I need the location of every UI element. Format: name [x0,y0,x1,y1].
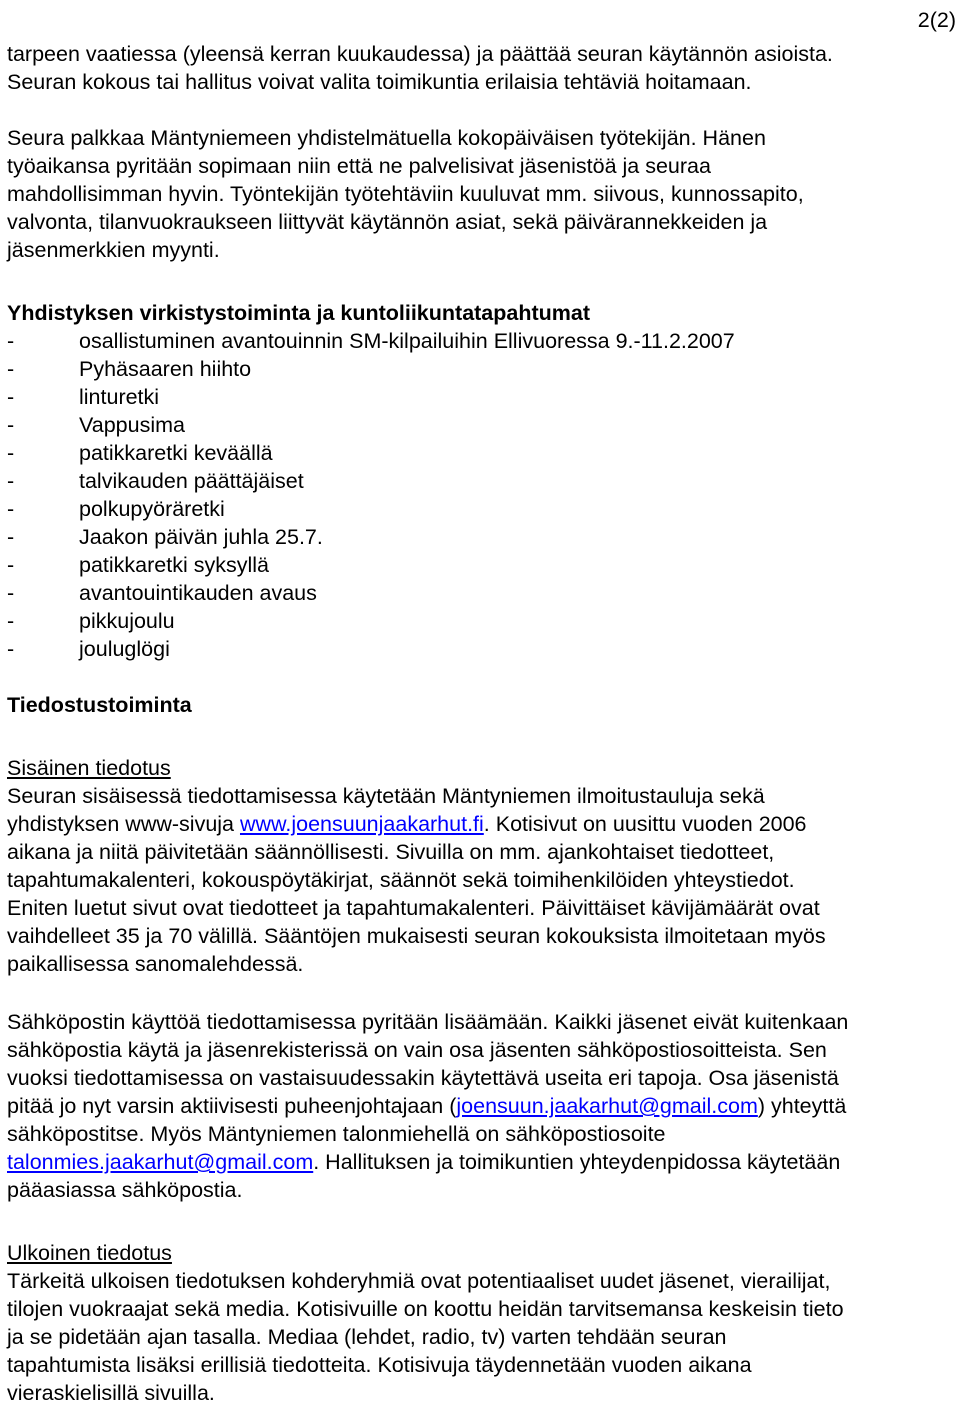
dash-marker: - [7,525,15,549]
text-line: tapahtumista lisäksi erillisiä tiedotteita. Kotisivuja täydennetään vuoden aikana [7,1353,752,1377]
list-item [7,411,957,439]
text-segment: ) yhteyttä [757,1094,847,1118]
list-item-text: avantouintikauden avaus [79,581,317,605]
dash-marker: - [7,581,15,605]
page-number: 2(2) [917,8,956,32]
text-line: Seuran sisäisessä tiedottamisessa käytetään Mäntyniemen ilmoitustauluja sekä [7,784,765,808]
list-item-text: patikkaretki syksyllä [79,553,269,577]
text-line: paikallisessa sanomalehdessä. [7,952,304,976]
list-item [7,523,957,551]
dash-marker: - [7,357,15,381]
dash-marker: - [7,413,15,437]
text-segment: yhdistyksen www-sivuja [7,812,240,836]
dash-marker: - [7,329,15,353]
list-item-text: Vappusima [79,413,185,437]
list-item [7,551,957,579]
list-item-text: Pyhäsaaren hiihto [79,357,252,381]
list-item-text: osallistuminen avantouinnin SM-kilpailuihin Ellivuoressa 9.-11.2.2007 [79,329,735,353]
text-line: vieraskielisillä sivuilla. [7,1381,215,1405]
text-line: sähköpostia käytä ja jäsenrekisterissä on vain osa jäsenten sähköpostiosoitteista. Sen [7,1038,827,1062]
text-line: tarpeen vaatiessa (yleensä kerran kuukaudessa) ja päättää seuran käytännön asioista. [7,42,833,66]
text-line: ja se pidetään ajan tasalla. Mediaa (lehdet, radio, tv) varten tehdään seuran [7,1325,727,1349]
caretaker-email-link[interactable]: talonmies.jaakarhut@gmail.com [7,1150,314,1174]
internal-subheading: Sisäinen tiedotus [7,756,171,780]
text-line [7,1148,957,1176]
external-subheading: Ulkoinen tiedotus [7,1241,172,1265]
intro-paragraph [7,40,957,96]
dash-marker: - [7,609,15,633]
text-line: Seuran kokous tai hallitus voivat valita toimikuntia erilaisia tehtäviä hoitamaan. [7,70,752,94]
list-item-text: linturetki [79,385,160,409]
dash-marker: - [7,385,15,409]
list-item [7,467,957,495]
text-line: jäsenmerkkien myynti. [7,238,220,262]
text-segment: . Hallituksen ja toimikuntien yhteydenpidossa käytetään [313,1150,841,1174]
dash-marker: - [7,469,15,493]
document-body [7,40,957,1407]
chair-email-link[interactable]: joensuun.jaakarhut@gmail.com [456,1094,758,1118]
text-line: valvonta, tilanvuokraukseen liittyvät käytännön asiat, sekä päivärannekkeiden ja [7,210,768,234]
list-item-text: talvikauden päättäjäiset [79,469,304,493]
list-item-text: patikkaretki keväällä [79,441,273,465]
text-line: tapahtumakalenteri, kokouspöytäkirjat, säännöt sekä toimihenkilöiden yhteystiedot. [7,868,795,892]
employee-paragraph [7,124,957,264]
text-segment: . Kotisivut on uusittu vuoden 2006 [483,812,807,836]
text-line [7,1092,957,1120]
dash-marker: - [7,497,15,521]
text-line: vaihdelleet 35 ja 70 välillä. Sääntöjen mukaisesti seuran kokouksista ilmoitetaan myös [7,924,826,948]
list-item [7,383,957,411]
external-communication-paragraph [7,1239,957,1407]
list-item [7,607,957,635]
list-item-text: pikkujoulu [79,609,175,633]
text-line [7,810,957,838]
text-line: Seura palkkaa Mäntyniemeen yhdistelmätuella kokopäiväisen työtekijän. Hänen [7,126,766,150]
list-item [7,327,957,355]
list-item-text: jouluglögi [79,637,170,661]
communication-heading: Tiedostustoiminta [7,693,192,717]
text-line: työaikansa pyritään sopimaan niin että ne palvelisivat jäsenistöä ja seuraa [7,154,711,178]
text-line: mahdollisimman hyvin. Työntekijän työtehtäviin kuuluvat mm. siivous, kunnossapito, [7,182,804,206]
list-item [7,635,957,663]
dash-marker: - [7,441,15,465]
text-line: Sähköpostin käyttöä tiedottamisessa pyritään lisäämään. Kaikki jäsenet eivät kuitenkaan [7,1010,849,1034]
text-line: sähköpostitse. Myös Mäntyniemen talonmiehellä on sähköpostiosoite [7,1122,666,1146]
text-line: pääasiassa sähköpostia. [7,1178,243,1202]
text-line: tilojen vuokraajat sekä media. Kotisivuille on koottu heidän tarvitsemansa keskeisin tieto [7,1297,844,1321]
list-item [7,579,957,607]
text-line: aikana ja niitä päivitetään säännöllisesti. Sivuilla on mm. ajankohtaiset tiedotteet, [7,840,775,864]
internal-communication-paragraph [7,754,957,978]
text-line: Tärkeitä ulkoisen tiedotuksen kohderyhmiä ovat potentiaaliset uudet jäsenet, vierailijat, [7,1269,831,1293]
text-line: Eniten luetut sivut ovat tiedotteet ja tapahtumakalenteri. Päivittäiset kävijämäärät ovat [7,896,820,920]
email-paragraph [7,1008,957,1204]
dash-marker: - [7,637,15,661]
activities-heading: Yhdistyksen virkistystoiminta ja kuntoliikuntatapahtumat [7,301,591,325]
list-item-text: polkupyöräretki [79,497,225,521]
list-item [7,439,957,467]
website-link[interactable]: www.joensuunjaakarhut.fi [239,812,484,836]
list-item [7,355,957,383]
list-item-text: Jaakon päivän juhla 25.7. [79,525,323,549]
activities-list [7,327,957,663]
dash-marker: - [7,553,15,577]
text-segment: pitää jo nyt varsin aktiivisesti puheenjohtajaan ( [7,1094,457,1118]
text-line: vuoksi tiedottamisessa on vastaisuudessakin käytettävä useita eri tapoja. Osa jäsenistä [7,1066,839,1090]
list-item [7,495,957,523]
